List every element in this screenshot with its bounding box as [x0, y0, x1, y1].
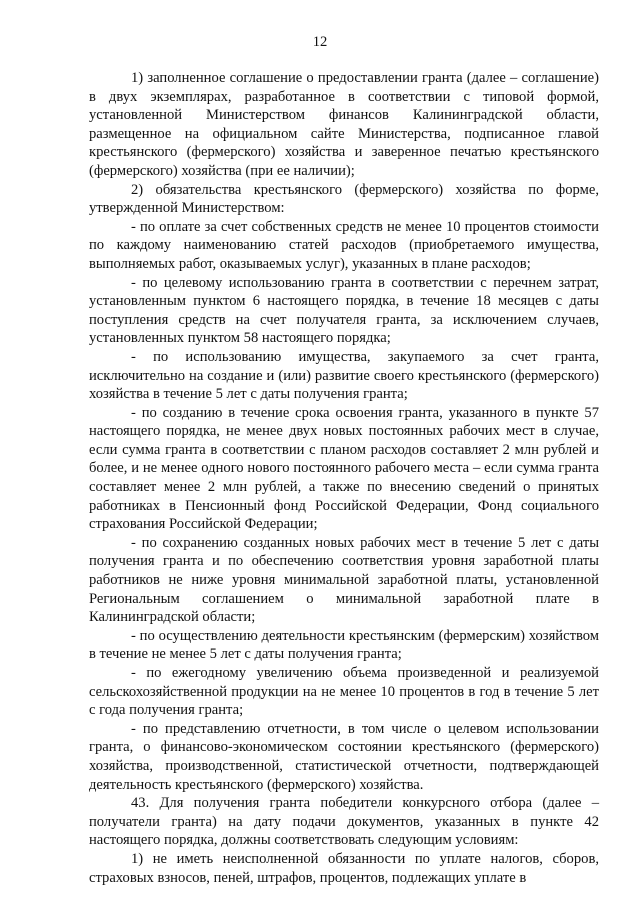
condition-1: 1) не иметь неисполненной обязанности по уплате налогов, сборов, страховых взносов, пеней, штрафов, процентов, подлежащих уплате в [89, 850, 599, 886]
obligation-item-7: - по ежегодному увеличению объема произведенной и реализуемой сельскохозяйственной продукции на не менее 10 процентов в год в течение 5 лет с года получения гранта; [89, 665, 599, 719]
paragraph-1: 1) заполненное соглашение о предоставлении гранта (далее – соглашение) в двух экземплярах, разработанное в соответствии с типовой формой, установленной Министерством финансов Калининградской области, размещенное на официальном сайте Министерства, подписанное главой крестьянского (фермерского) хозяйства и заверенное печатью крестьянского (фермерского) хозяйства (при ее наличии); [89, 70, 599, 179]
page-number: 12 [312, 34, 328, 50]
obligation-item-8: - по представлению отчетности, в том числе о целевом использовании гранта, о финансово-экономическом состоянии крестьянского (фермерского) хозяйства, производственной, статистической отчетности, подтверждающей деятельность крестьянского (фермерского) хозяйства. [89, 720, 599, 793]
obligation-item-2: - по целевому использованию гранта в соответствии с перечнем затрат, установленным пунктом 6 настоящего порядка, в течение 18 месяцев с даты поступления средств на счет получателя гранта, за исключением случаев, установленных пунктом 58 настоящего порядка; [89, 274, 599, 347]
obligation-item-1: - по оплате за счет собственных средств не менее 10 процентов стоимости по каждому наименованию статей расходов (приобретаемого имущества, выполняемых работ, оказываемых услуг), указанных в плане расходов; [89, 218, 599, 272]
obligation-item-6: - по осуществлению деятельности крестьянским (фермерским) хозяйством в течение не менее 5 лет с даты получения гранта; [89, 627, 599, 663]
obligation-item-3: - по использованию имущества, закупаемого за счет гранта, исключительно на создание и (или) развитие своего крестьянского (фермерского) хозяйства в течение 5 лет с даты получения гранта; [89, 348, 599, 403]
paragraph-2: 2) обязательства крестьянского (фермерского) хозяйства по форме, утвержденной Министерством: [89, 181, 599, 217]
document-body [89, 69, 599, 887]
obligation-item-4: - по созданию в течение срока освоения гранта, указанного в пункте 57 настоящего порядка, не менее двух новых постоянных рабочих мест в случае, если сумма гранта в соответствии с планом расходов составляет 2 млн рублей и более, и не менее одного нового постоянного рабочего места – если сумма гранта составляет менее 2 млн рублей, а также по внесению сведений о принятых работниках в Пенсионный фонд Российской Федерации, Фонд социального страхования Российской Федерации; [89, 404, 599, 533]
section-43: 43. Для получения гранта победители конкурсного отбора (далее – получатели гранта) на дату подачи документов, указанных в пункте 42 настоящего порядка, должны соответствовать следующим условиям: [89, 795, 599, 849]
obligation-item-5: - по сохранению созданных новых рабочих мест в течение 5 лет с даты получения гранта и по обеспечению соответствия уровня заработной платы работников не ниже уровня минимальной заработной платы, установленной Региональным соглашением о минимальной заработной плате в Калининградской области; [89, 534, 599, 626]
